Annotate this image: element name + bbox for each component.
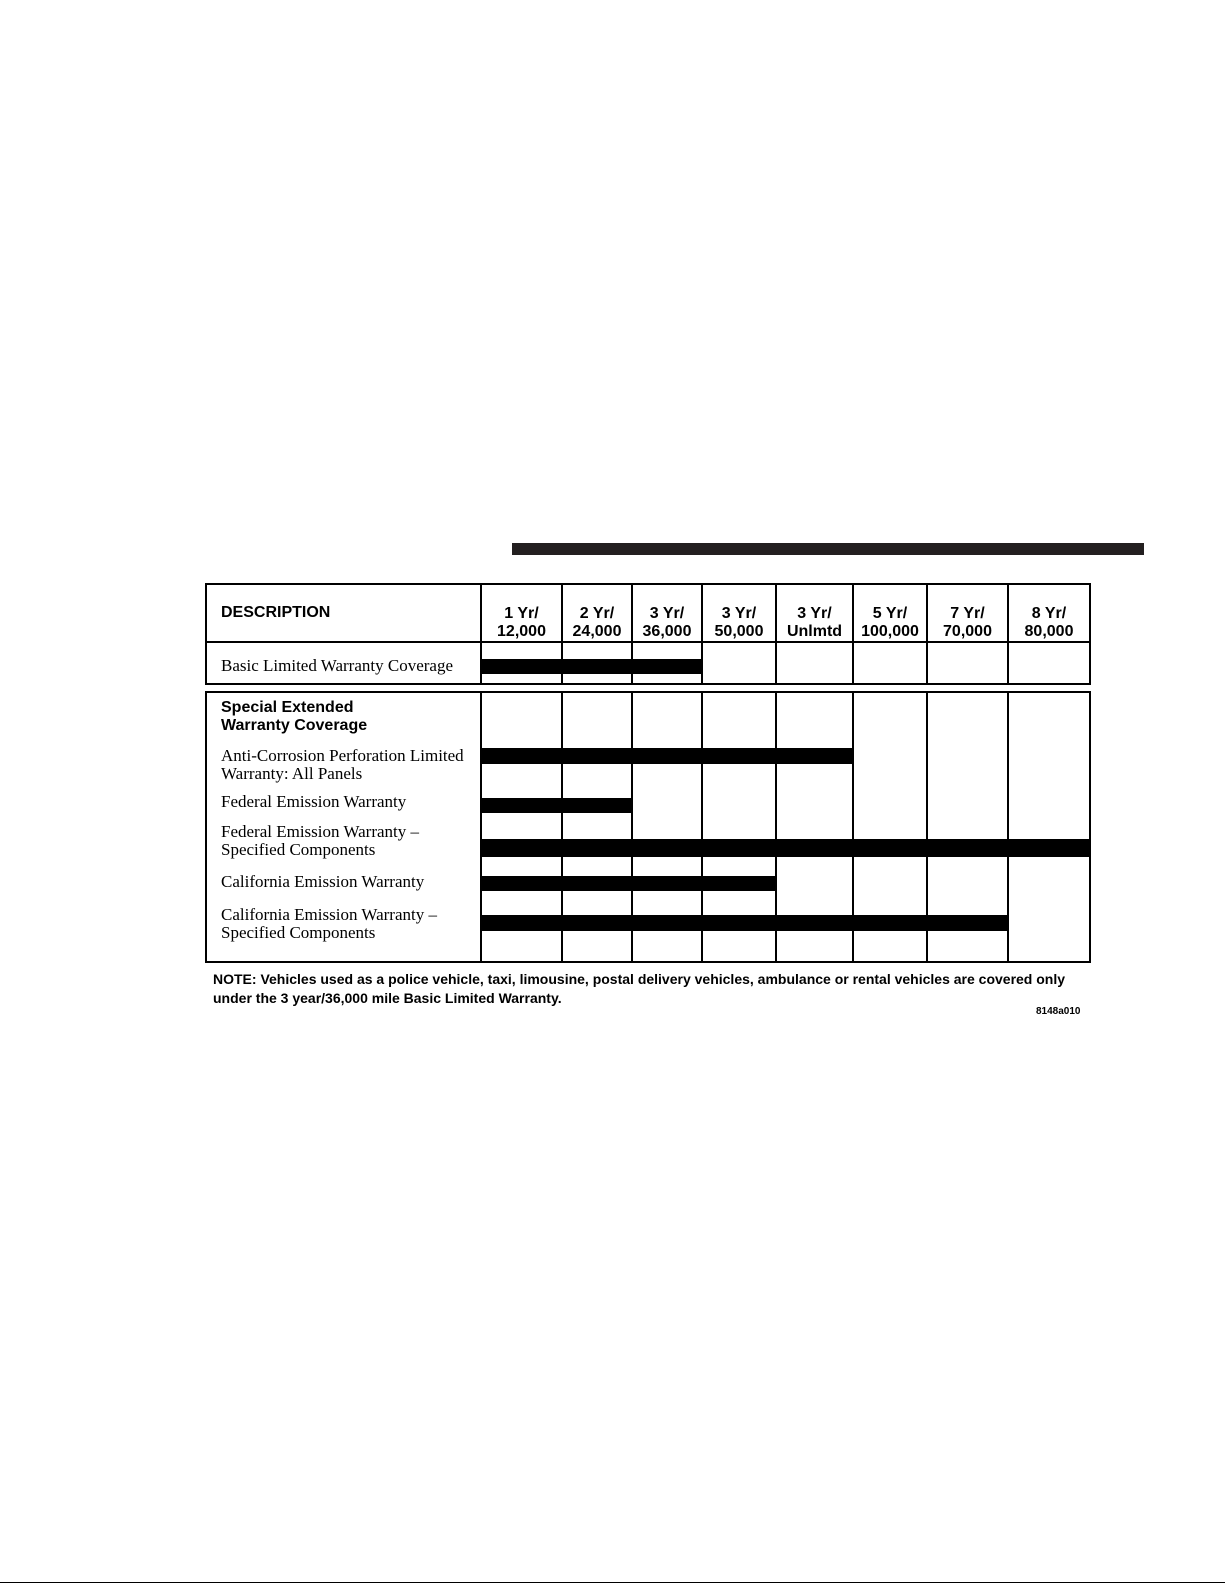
column-header-6-line2: 70,000 bbox=[943, 623, 992, 640]
coverage-bar-2 bbox=[481, 839, 1090, 857]
column-header-1-line1: 2 Yr/ bbox=[579, 605, 615, 622]
column-header-6-line1: 7 Yr/ bbox=[950, 605, 985, 622]
column-header-7-line2: 80,000 bbox=[1024, 623, 1074, 640]
description-header: DESCRIPTION bbox=[221, 604, 331, 621]
coverage-bar-1 bbox=[481, 798, 632, 813]
special-row-4-label-1: Specified Components bbox=[221, 923, 376, 942]
special-row-0-label-1: Warranty: All Panels bbox=[221, 764, 363, 783]
coverage-bar-0 bbox=[481, 748, 853, 764]
coverage-bar-4 bbox=[481, 915, 1008, 931]
basic-coverage-label: Basic Limited Warranty Coverage bbox=[221, 656, 453, 675]
column-header-3-line2: 50,000 bbox=[714, 623, 764, 640]
basic-coverage-bar bbox=[481, 659, 702, 674]
column-header-5-line1: 5 Yr/ bbox=[872, 605, 908, 622]
figure-code: 8148a010 bbox=[1036, 1006, 1081, 1017]
column-header-0-line1: 1 Yr/ bbox=[504, 605, 539, 622]
special-row-3-label-0: California Emission Warranty bbox=[221, 872, 425, 891]
column-header-4-line1: 3 Yr/ bbox=[797, 605, 832, 622]
column-header-2-line2: 36,000 bbox=[642, 623, 692, 640]
column-header-5-line2: 100,000 bbox=[861, 623, 919, 640]
special-row-0-label-0: Anti-Corrosion Perforation Limited bbox=[221, 746, 464, 765]
coverage-bar-3 bbox=[481, 876, 776, 891]
column-header-4-line2: Unlmtd bbox=[786, 623, 843, 640]
column-header-2-line1: 3 Yr/ bbox=[649, 605, 685, 622]
usage-note: NOTE: Vehicles used as a police vehicle, taxi, limousine, postal delivery vehicles, ambulance or rental vehicles are covered only under the 3 year/36,000 mile Basic Limited Warranty. bbox=[213, 971, 1066, 1006]
special-header-line2: Warranty Coverage bbox=[221, 717, 368, 734]
special-row-1-label-0: Federal Emission Warranty bbox=[221, 792, 407, 811]
special-row-4-label-0: California Emission Warranty – bbox=[221, 905, 437, 924]
column-header-0-line2: 12,000 bbox=[497, 623, 546, 640]
column-header-1-line2: 24,000 bbox=[572, 623, 622, 640]
special-row-2-label-1: Specified Components bbox=[221, 840, 376, 859]
special-header-line1: Special Extended bbox=[221, 699, 354, 716]
page-bottom-rule bbox=[0, 1582, 1225, 1583]
column-header-3-line1: 3 Yr/ bbox=[721, 605, 757, 622]
special-row-2-label-0: Federal Emission Warranty – bbox=[221, 822, 420, 841]
column-header-7-line1: 8 Yr/ bbox=[1031, 605, 1067, 622]
